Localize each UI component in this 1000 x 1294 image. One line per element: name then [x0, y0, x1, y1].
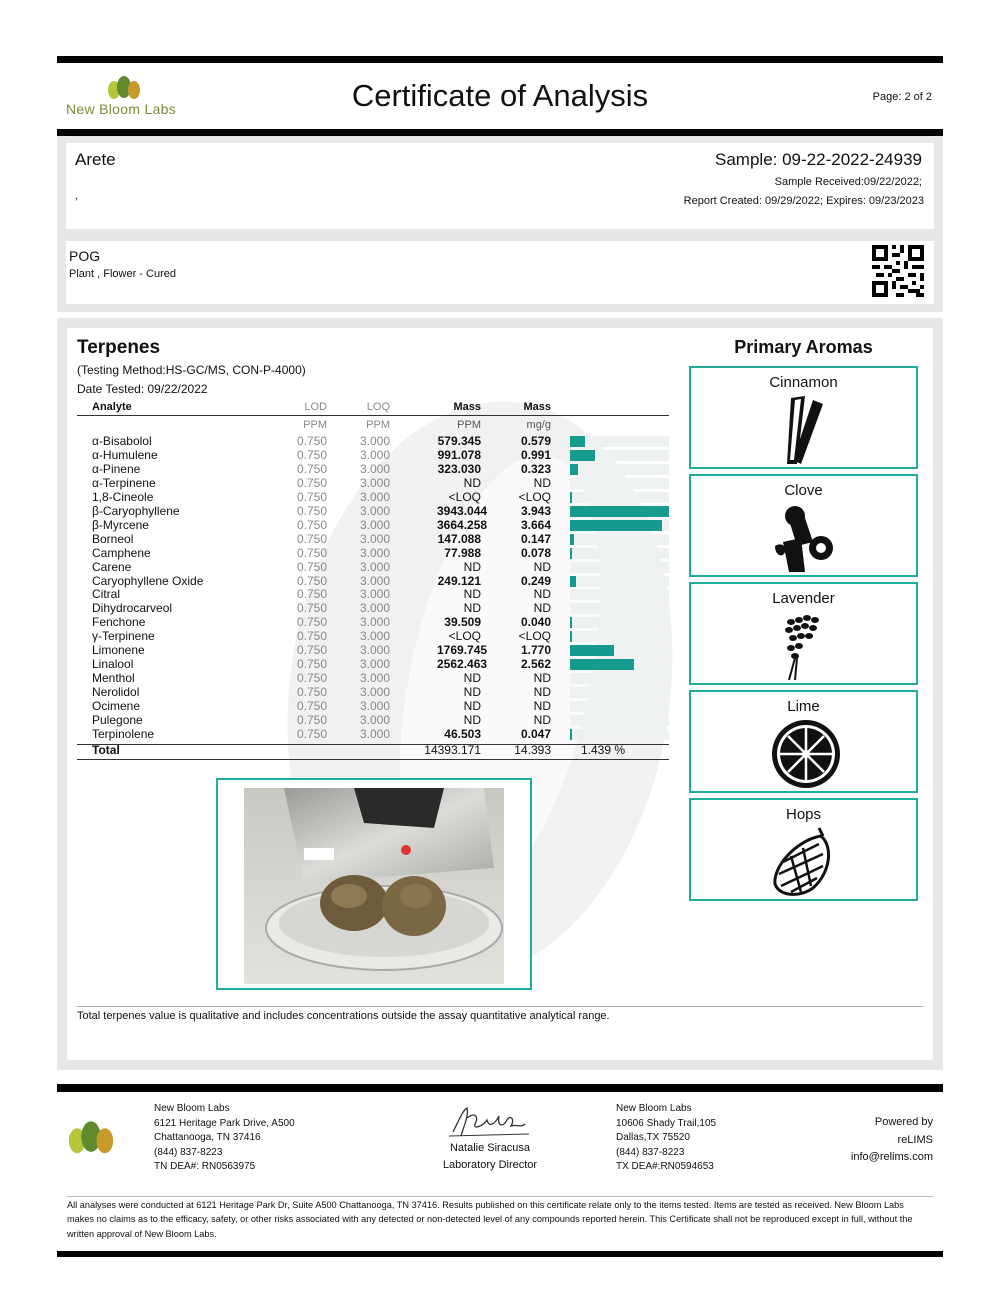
testing-method: (Testing Method:HS-GC/MS, CON-P-4000)	[77, 363, 306, 377]
aroma-label: Lavender	[772, 590, 835, 607]
analyte-name: Pulegone	[92, 713, 143, 727]
lab2-line: TX DEA#:RN0594653	[616, 1161, 714, 1172]
sample-received: Sample Received:09/22/2022;	[774, 176, 922, 188]
lod-value: 0.750	[296, 601, 327, 616]
analyte-name: Nerolidol	[92, 685, 140, 700]
mass-ppm-value: 1769.745	[437, 643, 488, 658]
loq-value: 3.000	[359, 671, 390, 686]
mass-ppm-value: 46.503	[444, 726, 481, 741]
mass-ppm-value: 249.121	[437, 573, 481, 588]
analyte-name: Carene	[92, 559, 132, 574]
lab1-line: TN DEA#: RN0563975	[154, 1161, 256, 1172]
loq-value: 3.000	[359, 657, 390, 672]
mass-mg-value: 0.078	[520, 545, 551, 560]
mass-ppm-value: 3943.044	[437, 503, 488, 518]
table-row	[77, 560, 669, 574]
photo-frame	[216, 778, 532, 990]
mass-ppm-value: ND	[463, 587, 481, 602]
analyte-name: Citral	[92, 587, 121, 602]
loq-value: 3.000	[359, 587, 390, 602]
loq-value: 3.000	[359, 517, 390, 532]
analyte-name: α-Bisabolol	[92, 434, 152, 448]
mass-ppm-value: <LOQ	[448, 629, 481, 644]
powered-by	[800, 1114, 933, 1167]
bar-fill	[570, 576, 576, 587]
table-row	[77, 629, 669, 643]
lavender-icon	[761, 610, 851, 682]
loq-value: 3.000	[359, 573, 390, 588]
mass-ppm-value: 3664.258	[437, 517, 488, 532]
lab1-line: New Bloom Labs	[154, 1103, 230, 1114]
lab1-line: (844) 837-8223	[154, 1146, 223, 1158]
table-row	[77, 643, 669, 657]
bar-fill	[570, 436, 585, 447]
mass-mg-value: 2.562	[520, 657, 551, 672]
aroma-label: Lime	[787, 698, 820, 715]
bar-track	[570, 478, 669, 489]
powered-email[interactable]: info@relims.com	[850, 1151, 933, 1163]
total-label: Total	[92, 743, 120, 757]
lod-value: 0.750	[296, 657, 327, 672]
page-number: Page: 2 of 2	[872, 91, 932, 103]
lod-value: 0.750	[296, 713, 327, 727]
mass-mg-value: 0.040	[520, 615, 551, 630]
loq-value: 3.000	[359, 685, 390, 700]
lod-value: 0.750	[296, 447, 327, 462]
bar-track	[570, 450, 669, 461]
mass-mg-value: <LOQ	[518, 629, 551, 644]
bar-track	[570, 673, 669, 684]
table-row	[77, 601, 669, 615]
lod-value: 0.750	[296, 643, 327, 658]
section-title: Terpenes	[77, 337, 161, 358]
powered-brand: reLIMS	[897, 1133, 933, 1146]
loq-value: 3.000	[359, 489, 390, 504]
mass-mg-value: ND	[533, 671, 551, 686]
lab2-line: (844) 837-8223	[616, 1146, 685, 1158]
disclaimer-divider	[67, 1196, 933, 1197]
analyte-name: β-Caryophyllene	[92, 503, 180, 518]
lod-value: 0.750	[296, 699, 327, 714]
header-mass-ppm: Mass	[453, 401, 481, 413]
table-row	[77, 657, 669, 671]
loq-value: 3.000	[359, 699, 390, 714]
bar-fill	[570, 645, 614, 656]
table-row	[77, 490, 669, 504]
units-row	[77, 418, 669, 432]
mass-mg-value: ND	[533, 587, 551, 602]
table-row	[77, 532, 669, 546]
analyte-name: 1,8-Cineole	[92, 489, 154, 504]
hops-icon	[761, 826, 851, 898]
bar-track	[570, 464, 669, 475]
mass-ppm-value: ND	[463, 475, 481, 490]
lod-value: 0.750	[296, 545, 327, 560]
mass-mg-value: 1.770	[520, 643, 551, 658]
mass-mg-value: 0.579	[520, 434, 551, 448]
bar-track	[570, 645, 669, 656]
aroma-label: Hops	[785, 806, 822, 823]
header-top-rule	[57, 56, 943, 63]
signature	[445, 1102, 535, 1140]
bar-track	[570, 701, 669, 712]
loq-value: 3.000	[359, 615, 390, 630]
bar-fill	[570, 464, 578, 475]
analyte-name: α-Pinene	[92, 461, 141, 476]
table-row	[77, 587, 669, 601]
lod-value: 0.750	[296, 685, 327, 700]
bar-fill	[570, 729, 572, 740]
bar-fill	[570, 492, 572, 503]
bar-fill	[570, 450, 595, 461]
header-mass-mg: Mass	[523, 401, 551, 413]
aroma-label: Cinnamon	[769, 374, 838, 391]
mass-ppm-value: 39.509	[444, 615, 481, 630]
page-title: Certificate of Analysis	[351, 78, 649, 113]
lod-value: 0.750	[296, 461, 327, 476]
analyte-name: Limonene	[92, 643, 145, 658]
bar-track	[570, 520, 669, 531]
table-row	[77, 713, 669, 727]
bar-track	[570, 631, 669, 642]
client-name: Arete	[75, 150, 116, 169]
powered-label: Powered by	[874, 1116, 933, 1128]
lod-value: 0.750	[296, 531, 327, 546]
client-address: ,	[75, 190, 79, 202]
note-divider	[77, 1006, 923, 1007]
unit-mass-ppm: PPM	[457, 419, 481, 431]
table-row	[77, 671, 669, 685]
header-logo	[66, 75, 186, 123]
bar-fill	[570, 548, 572, 559]
mass-ppm-value: <LOQ	[448, 489, 481, 504]
footer-bottom-rule	[57, 1251, 943, 1257]
table-row	[77, 476, 669, 490]
product-name: POG	[69, 248, 101, 264]
loq-value: 3.000	[359, 545, 390, 560]
disclaimer: All analyses were conducted at 6121 Heritage Park Dr, Suite A500 Chattanooga, TN 37416. Results published on this certificate relate only to the items tested. Items are tested as received. New Bloom Labs makes no claims as to the efficacy, safety, or other risks associated with any detected or non-detected level of any compounds reported herein. This Certificate shall not be reproduced except in full, without the written approval of New Bloom Labs.	[67, 1200, 913, 1239]
analyte-name: Caryophyllene Oxide	[92, 573, 204, 588]
mass-mg-value: ND	[533, 559, 551, 574]
table-row	[77, 685, 669, 699]
loq-value: 3.000	[359, 713, 390, 727]
bar-fill	[570, 631, 572, 642]
table-row	[77, 546, 669, 560]
mass-ppm-value: ND	[463, 713, 481, 727]
mass-ppm-value: 991.078	[437, 447, 481, 462]
signer-title: Laboratory Director	[442, 1159, 538, 1171]
lab2-line: Dallas,TX 75520	[616, 1132, 690, 1143]
sample-id: Sample: 09-22-2022-24939	[715, 150, 922, 169]
bar-track	[570, 729, 669, 740]
loq-value: 3.000	[359, 601, 390, 616]
analyte-name: β-Myrcene	[92, 517, 149, 532]
mass-mg-value: ND	[533, 601, 551, 616]
loq-value: 3.000	[359, 559, 390, 574]
table-header-row	[77, 400, 669, 414]
lod-value: 0.750	[296, 573, 327, 588]
total-divider-bottom	[77, 759, 669, 760]
mass-mg-value: 0.323	[520, 461, 551, 476]
bar-track	[570, 506, 669, 517]
loq-value: 3.000	[359, 461, 390, 476]
mass-ppm-value: 77.988	[444, 545, 481, 560]
bar-track	[570, 687, 669, 698]
table-row	[77, 699, 669, 713]
aroma-label: Clove	[784, 482, 823, 499]
total-row	[77, 743, 669, 757]
lab1-line: 6121 Heritage Park Drive, A500	[154, 1117, 295, 1129]
bar-fill	[570, 534, 574, 545]
analyte-name: Borneol	[92, 531, 134, 546]
mass-ppm-value: 147.088	[437, 531, 481, 546]
lod-value: 0.750	[296, 559, 327, 574]
table-row	[77, 615, 669, 629]
lod-value: 0.750	[296, 629, 327, 644]
mass-ppm-value: ND	[463, 685, 481, 700]
table-row	[77, 462, 669, 476]
bar-fill	[570, 617, 572, 628]
loq-value: 3.000	[359, 531, 390, 546]
lime-icon	[761, 718, 851, 790]
report-dates: Report Created: 09/29/2022; Expires: 09/23/2023	[683, 195, 924, 207]
lab1-line: Chattanooga, TN 37416	[154, 1132, 261, 1143]
leaf-logo-icon	[106, 75, 142, 101]
header-bottom-rule	[57, 129, 943, 136]
bar-track	[570, 492, 669, 503]
mass-mg-value: ND	[533, 685, 551, 700]
analyte-name: α-Humulene	[92, 447, 158, 462]
table-row	[77, 504, 669, 518]
product-photo[interactable]	[244, 788, 504, 984]
aroma-card-clove	[689, 474, 918, 577]
lod-value: 0.750	[296, 503, 327, 518]
total-mg: 14.393	[514, 743, 551, 757]
lod-value: 0.750	[296, 671, 327, 686]
aroma-card-cinnamon	[689, 366, 918, 469]
mass-ppm-value: ND	[463, 601, 481, 616]
mass-mg-value: 0.047	[520, 726, 551, 741]
aroma-card-hops	[689, 798, 918, 901]
cinnamon-icon	[761, 394, 851, 466]
unit-loq: PPM	[366, 419, 390, 431]
bar-fill	[570, 659, 634, 670]
analyte-name: Fenchone	[92, 615, 146, 630]
lod-value: 0.750	[296, 615, 327, 630]
table-row	[77, 518, 669, 532]
bar-track	[570, 548, 669, 559]
clove-icon	[761, 502, 851, 574]
table-row	[77, 574, 669, 588]
unit-lod: PPM	[303, 419, 327, 431]
lod-value: 0.750	[296, 517, 327, 532]
header-loq: LOQ	[366, 401, 390, 413]
mass-ppm-value: ND	[463, 559, 481, 574]
aroma-card-lavender	[689, 582, 918, 685]
product-panel	[57, 234, 943, 312]
mass-ppm-value: ND	[463, 699, 481, 714]
bar-track	[570, 562, 669, 573]
terpene-note: Total terpenes value is qualitative and includes concentrations outside the assay quantitative analytical range.	[77, 1010, 610, 1022]
loq-value: 3.000	[359, 475, 390, 490]
bar-track	[570, 534, 669, 545]
footer-top-rule	[57, 1084, 943, 1092]
loq-value: 3.000	[359, 726, 390, 741]
total-percent: 1.439 %	[581, 743, 626, 757]
bar-track	[570, 436, 669, 447]
mass-ppm-value: 2562.463	[437, 657, 488, 672]
footer-logo-icon	[66, 1120, 116, 1156]
signer-name: Natalie Siracusa	[449, 1142, 531, 1154]
bar-track	[570, 659, 669, 670]
total-ppm: 14393.171	[424, 743, 481, 757]
lod-value: 0.750	[296, 726, 327, 741]
lab2-line: 10606 Shady Trail,105	[616, 1117, 717, 1129]
analyte-name: Camphene	[92, 545, 151, 560]
mass-mg-value: 3.943	[520, 503, 551, 518]
analyte-name: γ-Terpinene	[92, 629, 155, 644]
lod-value: 0.750	[296, 475, 327, 490]
qr-code-icon[interactable]	[872, 245, 924, 297]
mass-mg-value: 0.991	[520, 447, 551, 462]
unit-mass-mg: mg/g	[526, 419, 551, 431]
bar-track	[570, 603, 669, 614]
bar-track	[570, 617, 669, 628]
table-row	[77, 727, 669, 741]
analyte-name: Dihydrocarveol	[92, 601, 173, 616]
header-lod: LOD	[304, 401, 327, 413]
bar-track	[570, 715, 669, 726]
mass-mg-value: ND	[533, 713, 551, 727]
lab2-line: New Bloom Labs	[616, 1103, 692, 1114]
analyte-name: Terpinolene	[92, 726, 155, 741]
loq-value: 3.000	[359, 503, 390, 518]
analyte-name: α-Terpinene	[92, 475, 156, 490]
mass-mg-value: ND	[533, 699, 551, 714]
bar-fill	[570, 506, 669, 517]
mass-mg-value: ND	[533, 475, 551, 490]
mass-mg-value: <LOQ	[518, 489, 551, 504]
logo-text: New Bloom Labs	[66, 101, 177, 117]
header-analyte: Analyte	[92, 401, 132, 413]
lab1-address	[154, 1102, 354, 1175]
bar-fill	[570, 520, 662, 531]
lab2-address	[616, 1102, 816, 1175]
mass-ppm-value: 579.345	[437, 434, 481, 448]
mass-mg-value: 3.664	[520, 517, 551, 532]
analyte-name: Ocimene	[92, 699, 141, 714]
mass-ppm-value: 323.030	[437, 461, 481, 476]
date-tested: Date Tested: 09/22/2022	[77, 382, 208, 396]
mass-mg-value: 0.147	[520, 531, 551, 546]
mass-ppm-value: ND	[463, 671, 481, 686]
table-row	[77, 448, 669, 462]
bar-track	[570, 589, 669, 600]
mass-mg-value: 0.249	[520, 573, 551, 588]
bar-track	[570, 576, 669, 587]
aromas-title: Primary Aromas	[734, 337, 873, 357]
loq-value: 3.000	[359, 434, 390, 448]
header-divider	[77, 415, 669, 416]
analyte-name: Menthol	[92, 671, 135, 686]
table-row	[77, 434, 669, 448]
product-type: Plant , Flower - Cured	[69, 268, 176, 280]
loq-value: 3.000	[359, 643, 390, 658]
lod-value: 0.750	[296, 587, 327, 602]
loq-value: 3.000	[359, 629, 390, 644]
lod-value: 0.750	[296, 489, 327, 504]
lod-value: 0.750	[296, 434, 327, 448]
aroma-card-lime	[689, 690, 918, 793]
analyte-name: Linalool	[92, 657, 134, 672]
loq-value: 3.000	[359, 447, 390, 462]
